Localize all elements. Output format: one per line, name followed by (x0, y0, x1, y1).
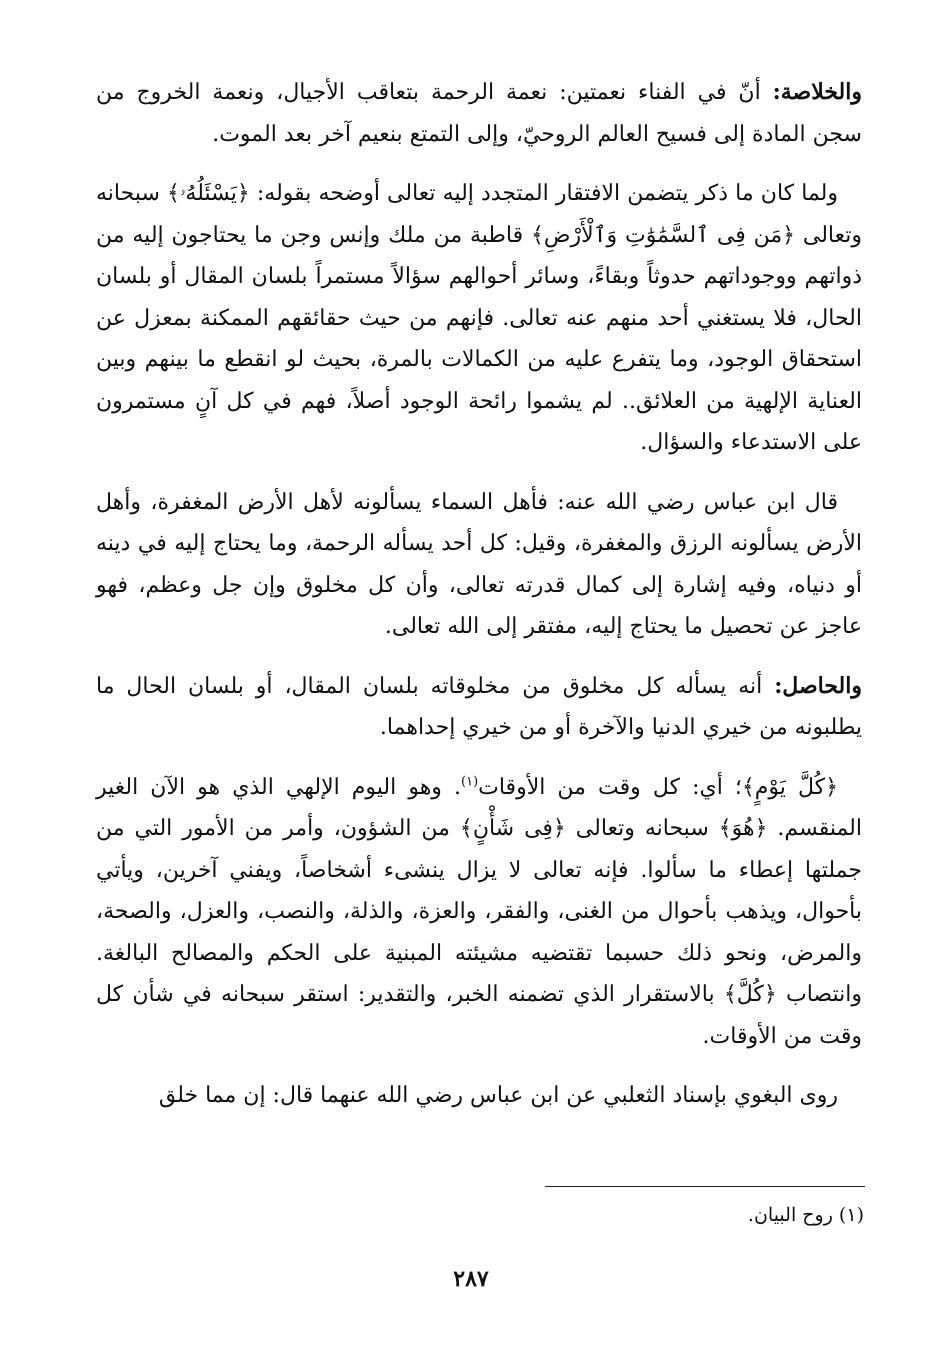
paragraph-lead: والخلاصة: (772, 79, 862, 105)
paragraph-text: روى البغوي بإسناد الثعلبي عن ابن عباس رضي الله عنهما قال: إن مما خلق (158, 1083, 838, 1108)
main-text (96, 72, 862, 1135)
paragraph-every-day (96, 767, 862, 1058)
paragraph-conclusion (96, 72, 862, 155)
page-number: ٢٨٧ (453, 1266, 489, 1292)
paragraph-text: أنّ في الفناء نعمتين: نعمة الرحمة بتعاقب الأجيال، ونعمة الخروج من سجن المادة إلى فسيح العالم الروحيّ، وإلى التمتع بنعيم آخر بعد الموت. (96, 80, 862, 147)
footnote-divider (545, 1186, 865, 1187)
paragraph-text: . وهو اليوم الإلهي الذي هو الآن الغير المنقسم. ﴿هُوَ﴾ سبحانه وتعالى ﴿فِى شَأْنٍ﴾ من الشؤون، وأمر من الأمور التي من جملتها إعطاء ما سألوا. فإنه تعالى لا يزال ينشىء أشخاصاً، ويفني آخرين، ويأتي بأحوال، ويذهب بأحوال من الغنى، والفقر، والعزة، والذلة، والنصب، والعزل، والصحة، والمرض، ونحو ذلك حسبما تقتضيه مشيئته المبنية على الحكم والمصالح البالغة. وانتصاب ﴿كُلَّ﴾ بالاستقرار الذي تضمنه الخبر، والتقدير: استقر سبحانه في شأن كل وقت من الأوقات. (96, 774, 862, 1049)
paragraph-baghawi (96, 1075, 862, 1117)
paragraph-text: ولما كان ما ذكر يتضمن الافتقار المتجدد إليه تعالى أوضحه بقوله: ﴿يَسْئَلُهُۥ﴾ سبحانه وتعالى ﴿مَن فِى ٱلسَّمَٰوَٰتِ وَٱلْأَرْضِ﴾ قاطبة من ملك وإنس وجن ما يحتاجون إليه من ذواتهم ووجوداتهم حدوثاً وبقاءً، وسائر أحوالهم سؤالاً مستمراً بلسان المقال أو بلسان الحال، فلا يستغني أحد منهم عنه تعالى. فإنهم من حيث حقائقهم الممكنة بمعزل عن استحقاق الوجود، وما يتفرع عليه من الكمالات بالمرة، بحيث لو انقطع ما بينهم وبين العناية الإلهية من العلائق.. لم يشموا رائحة الوجود أصلاً، فهم في كل آنٍ مستمرون على الاستدعاء والسؤال. (96, 181, 862, 455)
footnote: (١) روح البيان. (747, 1204, 864, 1226)
paragraph-asking (96, 173, 862, 464)
paragraph-text: أنه يسأله كل مخلوق من مخلوقاته بلسان المقال، أو بلسان الحال ما يطلبونه من خيري الدنيا والآخرة أو من خيري إحداهما. (96, 673, 862, 740)
paragraph-text: قال ابن عباس رضي الله عنه: فأهل السماء يسألونه لأهل الأرض المغفرة، وأهل الأرض يسألونه الرزق والمغفرة، وقيل: كل أحد يسأله الرحمة، وما يحتاج إليه في دينه أو دنياه، وفيه إشارة إلى كمال قدرته تعالى، وأن كل مخلوق وإن جل وعظم، فهو عاجز عن تحصيل ما يحتاج إليه، مفتقر إلى الله تعالى. (96, 489, 863, 639)
paragraph-result (96, 666, 862, 749)
footnote-reference[interactable]: (١) (461, 774, 479, 790)
paragraph-lead: والحاصل: (774, 672, 862, 699)
paragraph-text: ﴿كُلَّ يَوْمٍ﴾؛ أي: كل وقت من الأوقات (478, 774, 838, 800)
paragraph-ibn-abbas (96, 482, 862, 648)
